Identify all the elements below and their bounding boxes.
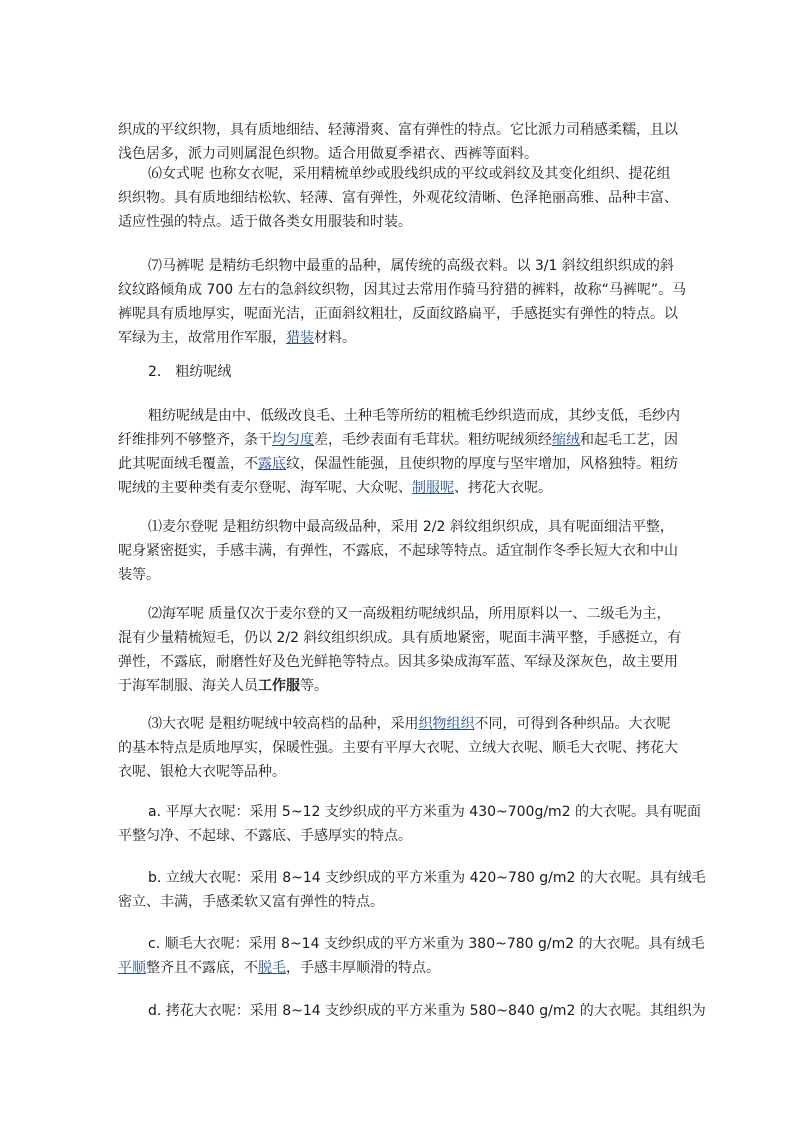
- text-run: 和起毛工艺，因: [580, 432, 678, 448]
- text-line: 适应性强的特点。适于做各类女用服装和时装。: [118, 214, 412, 230]
- paragraph-makuni: [118, 254, 687, 350]
- text-line: [118, 476, 678, 500]
- link-liezhuang[interactable]: 猎装: [286, 330, 314, 346]
- link-tuomao[interactable]: 脱毛: [258, 960, 286, 976]
- text-run: 、拷花大衣呢。: [454, 480, 552, 496]
- text-run: 纹，保温性能强，且使织物的厚度与坚牢增加，风格独特。粗纺: [286, 456, 678, 472]
- text-line: ⑵海军呢 质量仅次于麦尔登的又一高级粗纺呢绒织品，所用原料以一、二级毛为主，: [148, 606, 671, 622]
- text-line: c. 顺毛大衣呢：采用 8~14 支纱织成的平方米重为 380~780 g/m2 的大衣呢。具有绒毛: [148, 936, 705, 952]
- text-run: ，手感丰厚顺滑的特点。: [286, 960, 440, 976]
- text-line: 呢身紧密挺实，手感丰满，有弹性，不露底，不起球等特点。适宜制作冬季长短大衣和中山: [118, 543, 678, 559]
- link-pingshun[interactable]: 平顺: [118, 960, 146, 976]
- paragraph-cufang-intro: [118, 404, 678, 500]
- text-line: 粗纺呢绒是由中、低级改良毛、土种毛等所纺的粗梳毛纱织造而成，其纱支低，毛纱内: [148, 408, 680, 424]
- text-run: 差，毛纱表面有毛茸状。粗纺呢绒须经: [314, 432, 552, 448]
- text-run: 等。: [300, 678, 328, 694]
- text-line: 织织物。具有质地细结松软、轻薄、富有弹性，外观花纹清晰、色泽艳丽高雅、品种丰富、: [118, 190, 678, 206]
- text-line: [118, 712, 678, 736]
- section-heading: 2． 粗纺呢绒: [148, 364, 232, 380]
- paragraph-lirong: [118, 866, 706, 914]
- text-line: [118, 326, 678, 350]
- text-run: 呢绒的主要种类有麦尔登呢、海军呢、大众呢、: [118, 480, 412, 496]
- text-line: [118, 956, 678, 980]
- text-line: 织成的平纹织物，具有质地细结、轻薄滑爽、富有弹性的特点。它比派力司稍感柔糯，且以: [118, 122, 678, 138]
- text-line: ⑺马裤呢 是精纺毛织物中最重的品种，属传统的高级衣料。以 3/1 斜纹组织织成的斜: [148, 258, 674, 274]
- link-suorong[interactable]: 缩绒: [552, 432, 580, 448]
- paragraph-haijunni: [118, 602, 682, 698]
- paragraph-maierdeng: [118, 515, 678, 587]
- text-line: 浅色居多，派力司则属混色织物。适合用做夏季裙衣、西裤等面料。: [118, 146, 538, 162]
- paragraph-pingwen: [118, 118, 678, 166]
- text-line: [118, 674, 678, 698]
- text-line: 混有少量精梳短毛，仍以 2/2 斜纹组织织成。具有质地紧密，呢面丰满平整，手感挺立，有: [118, 630, 682, 646]
- text-run: 材料。: [314, 330, 356, 346]
- paragraph-nvshini: [118, 162, 678, 234]
- text-line: 弹性，不露底，耐磨性好及色光鲜艳等特点。因其多染成海军蓝、军绿及深灰色，故主要用: [118, 654, 678, 670]
- text-run: 不同，可得到各种织品。大衣呢: [474, 716, 671, 732]
- text-line: ⑴麦尔登呢 是粗纺织物中最高级品种，采用 2/2 斜纹组织织成，具有呢面细洁平整，: [148, 519, 674, 535]
- paragraph-dayini: [118, 712, 678, 784]
- text-line: a. 平厚大衣呢：采用 5~12 支纱织成的平方米重为 430~700g/m2 的大衣呢。具有呢面: [148, 804, 702, 820]
- text-line: b. 立绒大衣呢：采用 8~14 支纱织成的平方米重为 420~780 g/m2 的大衣呢。具有绒毛: [148, 870, 706, 886]
- link-junyundu[interactable]: 均匀度: [272, 432, 314, 448]
- text-run: 整齐且不露底，不: [146, 960, 258, 976]
- bold-text: 工作服: [258, 678, 300, 694]
- text-line: 裤呢具有质地厚实，呢面光洁，正面斜纹粗壮，反面纹路扁平，手感挺实有弹性的特点。以: [118, 306, 678, 322]
- text-line: ⑹女式呢 也称女衣呢，采用精梳单纱或股线织成的平纹或斜纹及其变化组织、提花组: [148, 166, 671, 182]
- text-line: 装等。: [118, 567, 160, 583]
- text-line: 平整匀净、不起球、不露底、手感厚实的特点。: [118, 828, 412, 844]
- text-line: 密立、丰满，手感柔软又富有弹性的特点。: [118, 894, 384, 910]
- text-run: 纤维排列不够整齐，条干: [118, 432, 272, 448]
- text-run: 军绿为主，故常用作军服，: [118, 330, 286, 346]
- text-line: 纹纹路倾角成 700 左右的急斜纹织物，因其过去常用作骑马狩猎的裤料，故称“马裤呢”。马: [118, 282, 687, 298]
- paragraph-shunmao: [118, 932, 705, 980]
- paragraph-pinghou: [118, 800, 702, 848]
- text-line: 的基本特点是质地厚实，保暖性强。主要有平厚大衣呢、立绒大衣呢、顺毛大衣呢、拷花大: [118, 740, 678, 756]
- text-line: [118, 452, 678, 476]
- text-run: 于海军制服、海关人员: [118, 678, 258, 694]
- link-zhifuni[interactable]: 制服呢: [412, 480, 454, 496]
- text-run: ⑶大衣呢 是粗纺呢绒中较高档的品种，采用: [148, 716, 419, 732]
- section-heading-cufang: [118, 360, 678, 384]
- link-loudi[interactable]: 露底: [258, 456, 286, 472]
- text-line: 衣呢、银枪大衣呢等品种。: [118, 764, 286, 780]
- paragraph-kaohua: [118, 999, 706, 1023]
- text-line: d. 拷花大衣呢：采用 8~14 支纱织成的平方米重为 580~840 g/m2 的大衣呢。其组织为: [148, 1003, 706, 1019]
- link-zhiwuzuzhi[interactable]: 织物组织: [418, 716, 475, 732]
- text-line: [118, 428, 678, 452]
- text-run: 此其呢面绒毛覆盖，不: [118, 456, 258, 472]
